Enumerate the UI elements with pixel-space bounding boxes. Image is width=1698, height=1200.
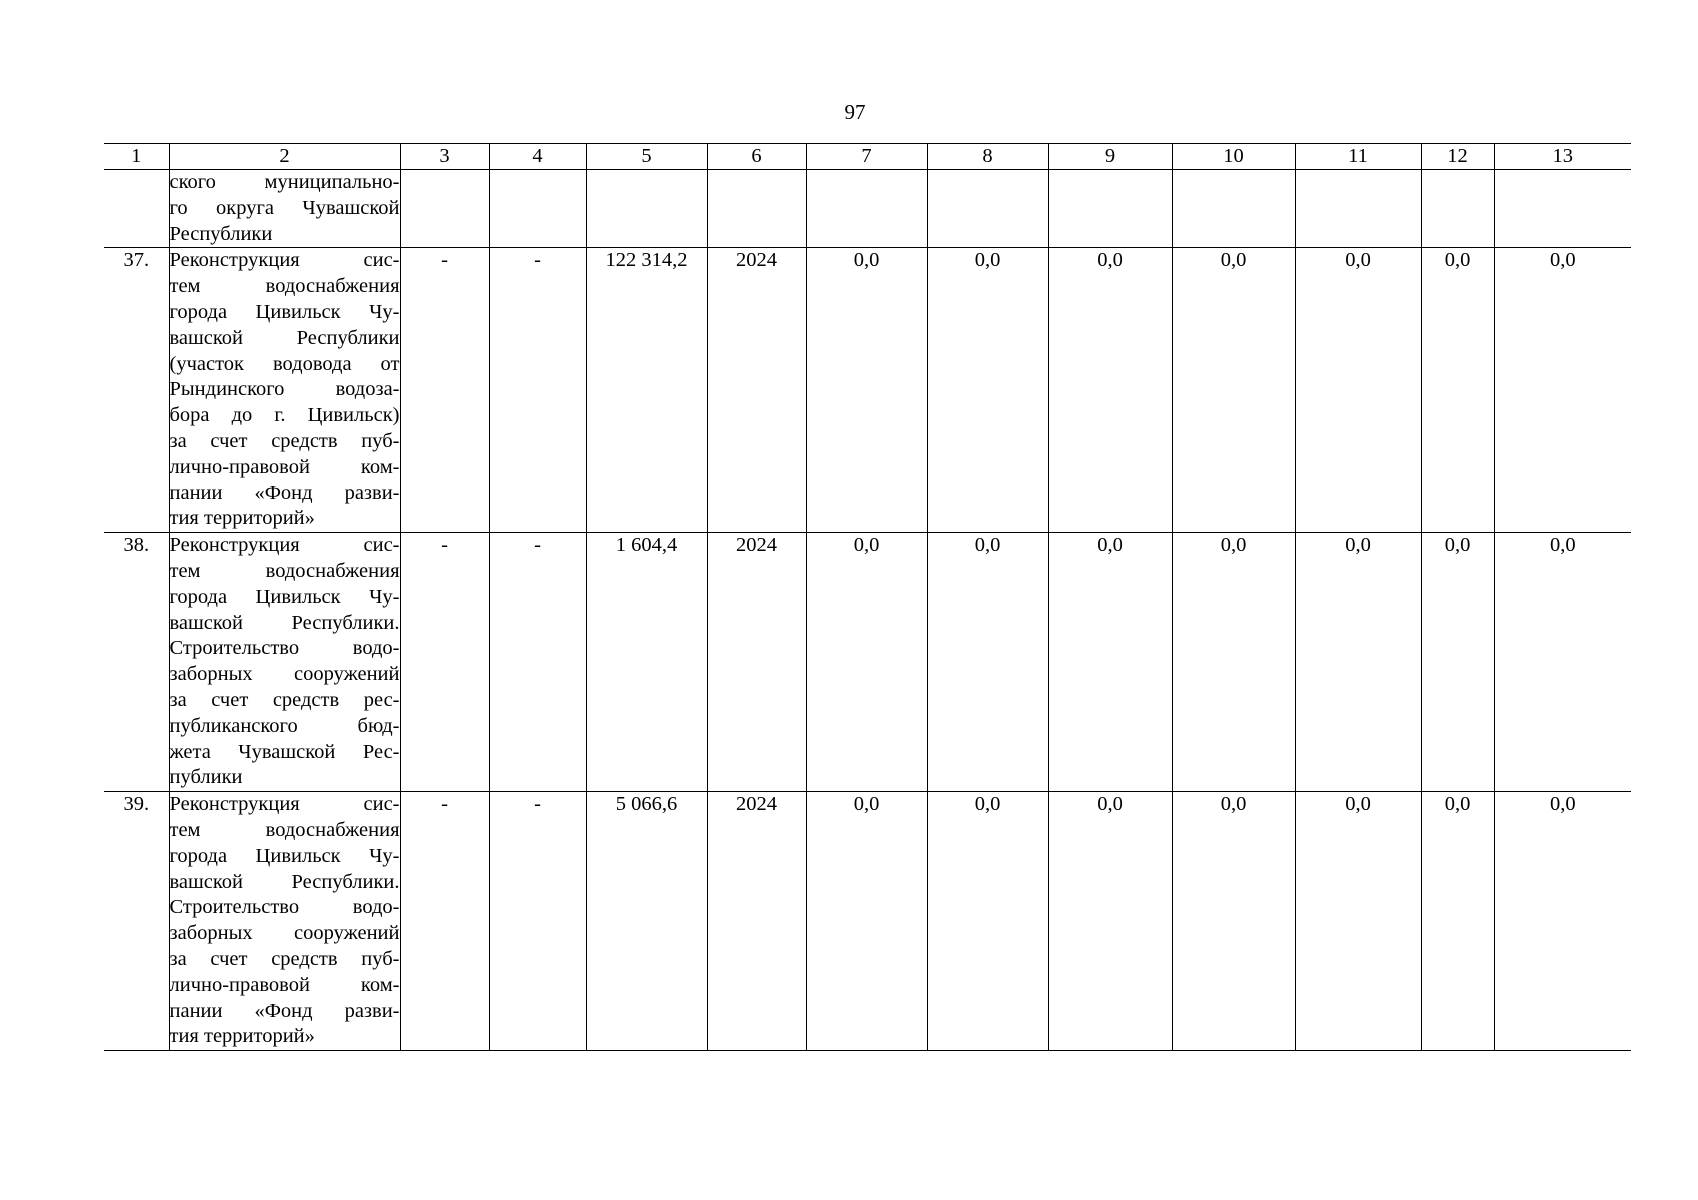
description-cell — [169, 792, 400, 1051]
value-cell-c9 — [1048, 170, 1172, 248]
column-header: 5 — [586, 144, 707, 170]
value-cell-c7: 0,0 — [806, 248, 927, 533]
value-cell-c5: 122 314,2 — [586, 248, 707, 533]
column-header: 3 — [400, 144, 489, 170]
value-cell-c10: 0,0 — [1172, 533, 1295, 792]
value-cell-c8: 0,0 — [927, 248, 1048, 533]
description-line: вашской Республики. — [169, 870, 400, 893]
value-cell-c10 — [1172, 170, 1295, 248]
column-header: 10 — [1172, 144, 1295, 170]
description-line: Строительство водо- — [169, 637, 400, 660]
description-line: Реконструкция сис- — [169, 249, 400, 272]
value-cell-c3: - — [400, 248, 489, 533]
table-row — [104, 248, 1631, 533]
value-cell-c11: 0,0 — [1295, 792, 1421, 1051]
description-line: Строительство водо- — [169, 896, 400, 919]
description-cell — [169, 170, 400, 248]
description-line: вашской Республики — [169, 326, 400, 349]
value-cell-c5: 5 066,6 — [586, 792, 707, 1051]
value-cell-c8: 0,0 — [927, 533, 1048, 792]
description-line: Республики — [169, 222, 273, 245]
value-cell-c7: 0,0 — [806, 533, 927, 792]
value-cell-c3 — [400, 170, 489, 248]
value-cell-c8: 0,0 — [927, 792, 1048, 1051]
column-number-row — [104, 144, 1631, 170]
description-line: за счет средств пуб- — [169, 429, 400, 452]
row-number-cell: 37. — [104, 248, 169, 533]
column-header: 7 — [806, 144, 927, 170]
row-number-cell: 39. — [104, 792, 169, 1051]
value-cell-c9: 0,0 — [1048, 248, 1172, 533]
row-number-cell — [104, 170, 169, 248]
column-header: 6 — [707, 144, 806, 170]
description-line: жета Чувашской Рес- — [169, 740, 400, 763]
value-cell-c7 — [806, 170, 927, 248]
column-header: 1 — [104, 144, 169, 170]
description-cell — [169, 533, 400, 792]
description-line: заборных сооружений — [169, 922, 400, 945]
value-cell-c6: 2024 — [707, 792, 806, 1051]
table-row — [104, 792, 1631, 1051]
column-header: 2 — [169, 144, 400, 170]
description-line: города Цивильск Чу- — [169, 844, 400, 867]
description-line: тия территорий» — [169, 1025, 315, 1048]
description-line: бора до г. Цивильск) — [169, 404, 400, 427]
value-cell-c6: 2024 — [707, 248, 806, 533]
value-cell-c11: 0,0 — [1295, 248, 1421, 533]
description-line: Реконструкция сис- — [169, 534, 400, 557]
description-line: Реконструкция сис- — [169, 793, 400, 816]
table-body — [104, 170, 1631, 1051]
value-cell-c13: 0,0 — [1494, 792, 1631, 1051]
description-line: вашской Республики. — [169, 611, 400, 634]
value-cell-c12: 0,0 — [1421, 533, 1494, 792]
description-line: за счет средств рес- — [169, 688, 400, 711]
column-header: 4 — [489, 144, 586, 170]
description-line: тем водоснабжения — [169, 275, 400, 298]
description-line: ского муниципально- — [169, 171, 400, 193]
description-line: за счет средств пуб- — [169, 947, 400, 970]
value-cell-c4: - — [489, 792, 586, 1051]
value-cell-c9: 0,0 — [1048, 533, 1172, 792]
description-line: города Цивильск Чу- — [169, 585, 400, 608]
value-cell-c3: - — [400, 533, 489, 792]
description-line: тем водоснабжения — [169, 818, 400, 841]
description-line: тия территорий» — [169, 507, 315, 530]
value-cell-c5 — [586, 170, 707, 248]
description-line: тем водоснабжения — [169, 559, 400, 582]
value-cell-c13: 0,0 — [1494, 248, 1631, 533]
description-line: города Цивильск Чу- — [169, 300, 400, 323]
value-cell-c12 — [1421, 170, 1494, 248]
description-cell — [169, 248, 400, 533]
value-cell-c5: 1 604,4 — [586, 533, 707, 792]
page-number: 97 — [844, 100, 866, 124]
description-line: публики — [169, 766, 243, 789]
value-cell-c11 — [1295, 170, 1421, 248]
row-number-cell: 38. — [104, 533, 169, 792]
value-cell-c8 — [927, 170, 1048, 248]
value-cell-c12: 0,0 — [1421, 248, 1494, 533]
table-row — [104, 533, 1631, 792]
column-header: 11 — [1295, 144, 1421, 170]
value-cell-c6: 2024 — [707, 533, 806, 792]
data-table — [104, 143, 1631, 1051]
column-header: 9 — [1048, 144, 1172, 170]
value-cell-c4 — [489, 170, 586, 248]
value-cell-c4: - — [489, 533, 586, 792]
value-cell-c6 — [707, 170, 806, 248]
value-cell-c13 — [1494, 170, 1631, 248]
value-cell-c10: 0,0 — [1172, 248, 1295, 533]
description-line: го округа Чувашской — [169, 196, 400, 219]
value-cell-c3: - — [400, 792, 489, 1051]
description-line: пании «Фонд разви- — [169, 481, 400, 504]
column-header: 8 — [927, 144, 1048, 170]
value-cell-c10: 0,0 — [1172, 792, 1295, 1051]
description-line: заборных сооружений — [169, 663, 400, 686]
value-cell-c4: - — [489, 248, 586, 533]
description-line: лично-правовой ком- — [169, 973, 400, 996]
description-line: Рындинского водоза- — [169, 378, 400, 401]
column-header: 13 — [1494, 144, 1631, 170]
value-cell-c9: 0,0 — [1048, 792, 1172, 1051]
description-line: (участок водовода от — [169, 352, 400, 375]
description-line: пании «Фонд разви- — [169, 999, 400, 1022]
value-cell-c7: 0,0 — [806, 792, 927, 1051]
description-line: лично-правовой ком- — [169, 455, 400, 478]
table-row — [104, 170, 1631, 248]
column-header: 12 — [1421, 144, 1494, 170]
description-line: публиканского бюд- — [169, 714, 400, 737]
value-cell-c12: 0,0 — [1421, 792, 1494, 1051]
value-cell-c13: 0,0 — [1494, 533, 1631, 792]
value-cell-c11: 0,0 — [1295, 533, 1421, 792]
